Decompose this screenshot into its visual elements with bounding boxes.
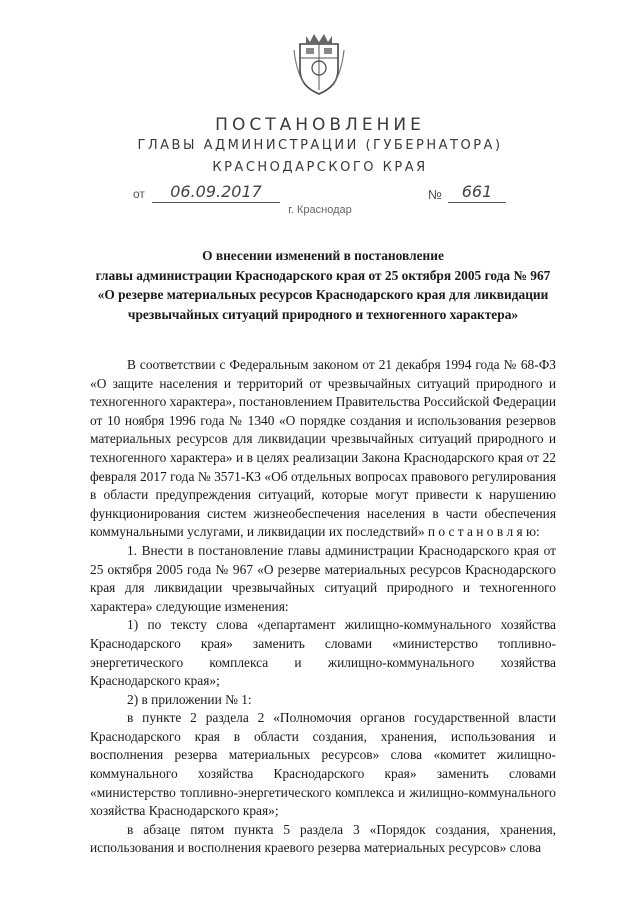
header-region: КРАСНОДАРСКОГО КРАЯ <box>212 160 428 175</box>
paragraph: 2) в приложении № 1: <box>127 691 252 707</box>
paragraph: в абзаце пятом пункта 5 раздела 3 «Порядок создания, хранения, использования и восполнения краевого резерва материальных ресурсов» слова <box>90 821 556 856</box>
title-line: главы администрации Краснодарского края от 25 октября 2005 года № 967 <box>95 267 551 283</box>
document-title <box>88 246 558 324</box>
title-line: О внесении изменений в постановление <box>202 248 444 263</box>
coat-of-arms-emblem <box>292 30 346 96</box>
date-value: 06.09.2017 <box>152 182 280 203</box>
header-subtitle: ГЛАВЫ АДМИНИСТРАЦИИ (ГУБЕРНАТОРА) <box>137 138 503 153</box>
paragraph: В соответствии с Федеральным законом от 21 декабря 1994 года № 68-ФЗ «О защите населения и территорий от чрезвычайных ситуаций природного и техногенного характера», постановлением Правительства Российской Федерации от 10 ноября 1996 года № 1340 «О порядке создания и использования резервов материальных ресурсов для ликвидации чрезвычайных ситуаций природного и техногенного характера» и в целях реализации Закона Краснодарского края от 22 февраля 2017 года № 3571-КЗ «Об отдельных вопросах правового регулирования в области предупреждения ситуаций, которые могут привести к нарушению функционирования систем жизнеобеспечения населения в части обеспечения коммунальными услугами, и ликвидации их последствий» п о с т а н о в л я ю: <box>90 357 556 540</box>
header-title: ПОСТАНОВЛЕНИЕ <box>215 115 425 135</box>
paragraph: в пункте 2 раздела 2 «Полномочия органов государственной власти Краснодарского края в области создания, хранения, использования и восполнения резерва материальных ресурсов» слова «комитет жилищно-коммунального хозяйства Краснодарского края» заменить словами «министерство топливно-энергетического комплекса и жилищно-коммунального хозяйства Краснодарского края»; <box>90 710 556 819</box>
title-line: «О резерве материальных ресурсов Краснодарского края для ликвидации <box>97 287 549 302</box>
document-body <box>90 356 556 858</box>
date-label: от <box>133 187 145 201</box>
paragraph: 1) по тексту слова «департамент жилищно-коммунального хозяйства Краснодарского края» заменить словами «министерство топливно-энергетического комплекса и жилищно-коммунального хозяйства Краснодарского края»; <box>90 617 556 689</box>
paragraph: 1. Внести в постановление главы администрации Краснодарского края от 25 октября 2005 года № 967 «О резерве материальных ресурсов Краснодарского края для ликвидации чрезвычайных ситуаций природного и техногенного характера» следующие изменения: <box>90 542 556 614</box>
title-line: чрезвычайных ситуаций природного и техногенного характера» <box>127 306 519 322</box>
number-value: 661 <box>448 182 506 203</box>
number-label: № <box>428 187 442 202</box>
city-label: г. Краснодар <box>288 204 352 216</box>
